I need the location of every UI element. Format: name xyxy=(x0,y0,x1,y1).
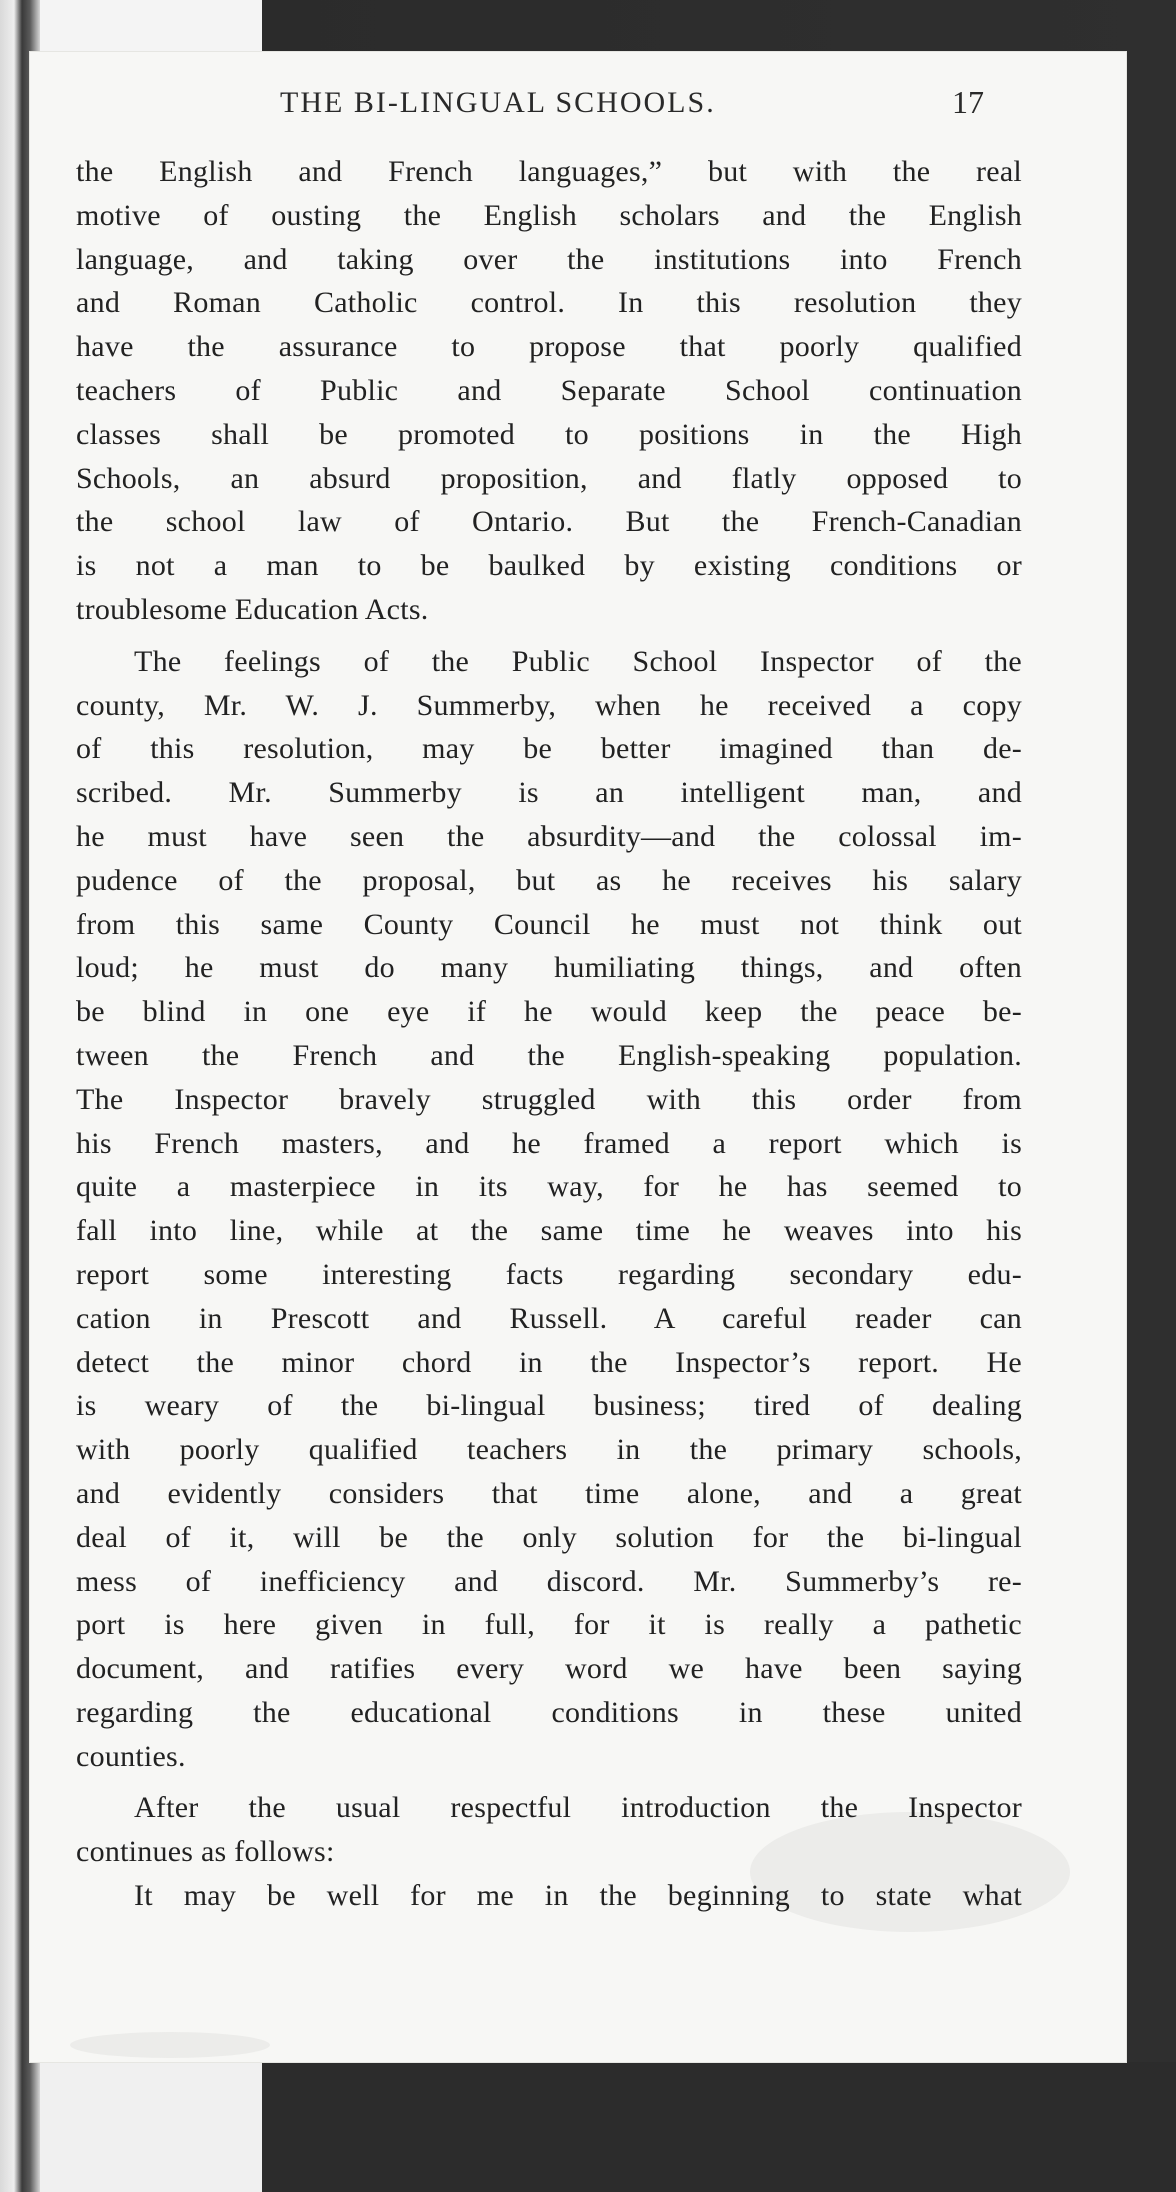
text-line: cation in Prescott and Russell. A careful reader can xyxy=(76,1301,1022,1335)
page-header xyxy=(80,86,1000,146)
text-line: be blind in one eye if he would keep the peace be- xyxy=(76,995,1022,1029)
text-line: is weary of the bi-lingual business; tired of dealing xyxy=(76,1389,1022,1423)
text-line: report some interesting facts regarding secondary edu- xyxy=(76,1257,1022,1291)
text-line: loud; he must do many humiliating things, and often xyxy=(76,951,1022,985)
text-line: and evidently considers that time alone, and a great xyxy=(76,1476,1022,1510)
paper-smudge xyxy=(70,2032,270,2058)
text-line: port is here given in full, for it is really a pathetic xyxy=(76,1608,1022,1642)
text-line: pudence of the proposal, but as he receives his salary xyxy=(76,863,1022,897)
text-line: troublesome Education Acts. xyxy=(76,592,429,626)
text-line: from this same County Council he must not think out xyxy=(76,907,1022,941)
text-line: is not a man to be baulked by existing conditions or xyxy=(76,549,1022,583)
paragraph xyxy=(76,1874,1022,1918)
text-line: scribed. Mr. Summerby is an intelligent man, and xyxy=(76,776,1022,810)
text-line: detect the minor chord in the Inspector’s report. He xyxy=(76,1345,1022,1379)
text-line: mess of inefficiency and discord. Mr. Summerby’s re- xyxy=(76,1564,1022,1598)
text-line: language, and taking over the institutions into French xyxy=(76,242,1022,276)
text-line: county, Mr. W. J. Summerby, when he received a copy xyxy=(76,688,1022,722)
text-line: deal of it, will be the only solution for the bi-lingual xyxy=(76,1520,1022,1554)
text-line: It may be well for me in the beginning to state what xyxy=(134,1879,1022,1913)
text-line: he must have seen the absurdity—and the colossal im- xyxy=(76,819,1022,853)
running-title: THE BI-LINGUAL SCHOOLS. xyxy=(280,86,716,119)
text-line: counties. xyxy=(76,1739,186,1773)
text-line: have the assurance to propose that poorly qualified xyxy=(76,330,1022,364)
text-line: teachers of Public and Separate School continuation xyxy=(76,373,1022,407)
page-number: 17 xyxy=(952,84,984,120)
text-line: continues as follows: xyxy=(76,1835,335,1869)
body-text xyxy=(76,150,1022,1918)
paragraph-gap xyxy=(76,632,1022,640)
text-line: fall into line, while at the same time he weaves into his xyxy=(76,1214,1022,1248)
text-line: quite a masterpiece in its way, for he has seemed to xyxy=(76,1170,1022,1204)
scan-shadow-bottom xyxy=(262,2062,1176,2192)
text-line: motive of ousting the English scholars and the English xyxy=(76,198,1022,232)
text-line: document, and ratifies every word we have been saying xyxy=(76,1652,1022,1686)
text-line: the English and French languages,” but with the real xyxy=(76,155,1022,188)
paragraph-gap xyxy=(76,1778,1022,1786)
text-line: the school law of Ontario. But the French-Canadian xyxy=(76,505,1022,539)
text-line: of this resolution, may be better imagined than de- xyxy=(76,732,1022,766)
text-line: The Inspector bravely struggled with this order from xyxy=(76,1082,1022,1116)
text-line: and Roman Catholic control. In this resolution they xyxy=(76,286,1022,320)
text-line: classes shall be promoted to positions in the High xyxy=(76,417,1022,451)
text-line: Schools, an absurd proposition, and flatly opposed to xyxy=(76,461,1022,495)
text-line: After the usual respectful introduction the Inspector xyxy=(134,1791,1022,1825)
text-line: regarding the educational conditions in these united xyxy=(76,1695,1022,1729)
text-line: his French masters, and he framed a report which is xyxy=(76,1126,1022,1160)
paragraph xyxy=(76,1786,1022,1874)
text-line: The feelings of the Public School Inspector of the xyxy=(134,644,1022,678)
paragraph xyxy=(76,640,1022,1779)
text-line: tween the French and the English-speaking population. xyxy=(76,1038,1022,1072)
paragraph xyxy=(76,150,1022,632)
text-line: with poorly qualified teachers in the primary schools, xyxy=(76,1433,1022,1467)
